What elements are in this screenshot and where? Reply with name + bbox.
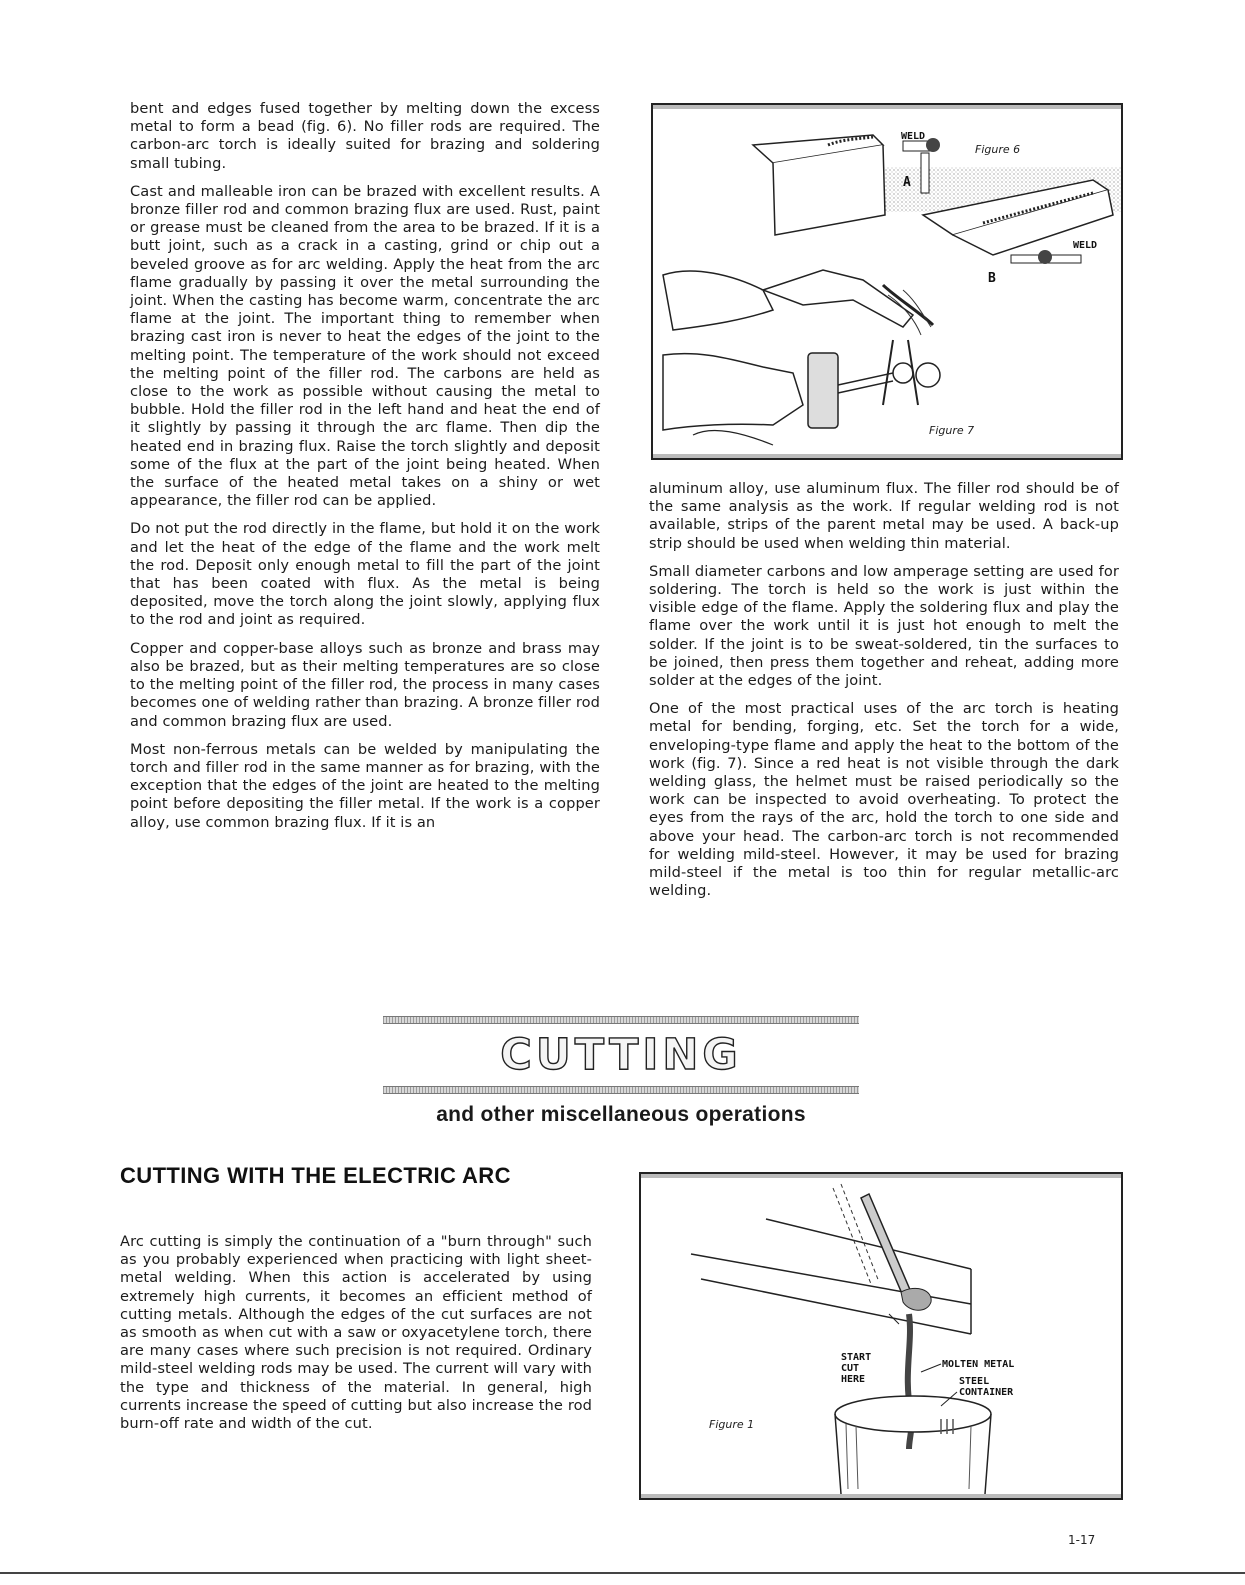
figure-6-7-illustration bbox=[651, 103, 1123, 460]
scan-edge-line bbox=[0, 1572, 1245, 1574]
label-molten-metal: MOLTEN METAL bbox=[942, 1359, 1015, 1370]
figure-6-caption: Figure 6 bbox=[975, 143, 1021, 156]
cutting-text bbox=[120, 1233, 592, 1443]
label-cut: CUT bbox=[841, 1363, 860, 1374]
figure-1-illustration bbox=[639, 1172, 1123, 1500]
label-container: CONTAINER bbox=[959, 1387, 1014, 1398]
section-title: CUTTING bbox=[500, 1030, 742, 1080]
brazing-torch-drawing bbox=[653, 105, 1121, 458]
right-column bbox=[649, 480, 1119, 910]
figure-7-caption: Figure 7 bbox=[929, 424, 975, 437]
left-paragraph-2: Cast and malleable iron can be brazed with excellent results. A bronze filler rod and common brazing flux are used. Rust, paint or grease must be cleaned from the area to be brazed. If it is a butt joint, such as a crack in a casting, grind or chip out a beveled groove as for arc welding. Apply the heat from the arc flame gradually by passing it over the metal surrounding the joint. When the casting has become warm, concentrate the arc flame at the joint. The important thing to remember when brazing cast iron is never to heat the edges of the joint to the melting point. The temperature of the work should not exceed the melting point of the filler rod. The carbons are held as close to the work as possible without causing the metal to bubble. Hold the filler rod in the left hand and heat the end of it slightly by passing it through the arc flame. Then dip the heated end in brazing flux. Raise the torch slightly and deposit some of the flux at the part of the joint being heated. When the surface of the heated metal takes on a shiny or wet appearance, the filler rod can be applied. bbox=[130, 182, 600, 510]
right-paragraph-3: One of the most practical uses of the arc torch is heating metal for bending, forging, etc. Set the torch for a wide, enveloping-type flame and apply the heat to the bottom of the work (fig. 7). Since a red heat is not visible through the dark welding glass, the helmet must be raised periodically so the work can be inspected to avoid overheating. To protect the eyes from the rays of the arc, hold the torch to one side and above your head. The carbon-arc torch is not recommended for welding mild-steel. However, it may be used for brazing mild-steel if the metal is too thin for regular metallic-arc welding. bbox=[649, 700, 1119, 900]
label-steel: STEEL bbox=[959, 1376, 990, 1387]
section-subtitle: and other miscellaneous operations bbox=[436, 1103, 806, 1126]
left-column bbox=[130, 100, 600, 842]
decorative-band-bottom bbox=[383, 1086, 859, 1094]
decorative-band-top bbox=[383, 1016, 859, 1024]
joint-label-b: B bbox=[988, 271, 996, 286]
left-paragraph-1: bent and edges fused together by melting down the excess metal to form a bead (fig. 6). No filler rods are required. The carbon-arc torch is ideally suited for brazing and soldering small tubing. bbox=[130, 100, 600, 172]
page-number: 1-17 bbox=[1068, 1533, 1096, 1547]
joint-label-a: A bbox=[903, 175, 911, 190]
figure-1-caption: Figure 1 bbox=[709, 1418, 755, 1431]
left-paragraph-4: Copper and copper-base alloys such as bronze and brass may also be brazed, but as their melting temperatures are so close to the melting point of the filler rod, the process in many cases becomes one of welding rather than brazing. A bronze filler rod and common brazing flux are used. bbox=[130, 639, 600, 730]
right-paragraph-1: aluminum alloy, use aluminum flux. The filler rod should be of the same analysis as the work. If regular welding rod is not available, strips of the parent metal may be used. A back-up strip should be used when welding thin material. bbox=[649, 480, 1119, 552]
cutting-paragraph: Arc cutting is simply the continuation of a "burn through" such as you probably experienced when practicing with light sheet-metal welding. When this action is accelerated by using extremely high currents, it becomes an efficient method of cutting metals. Although the edges of the cut surfaces are not as smooth as when cut with a saw or oxyacetylene torch, there are many cases where such precision is not required. Ordinary mild-steel welding rods may be used. The current will vary with the type and thickness of the material. In general, high currents increase the speed of cutting but also increase the rod burn-off rate and width of the cut. bbox=[120, 1233, 592, 1433]
weld-label-b: WELD bbox=[1073, 240, 1098, 251]
left-paragraph-5: Most non-ferrous metals can be welded by manipulating the torch and filler rod in the same manner as for brazing, with the exception that the edges of the joint are heated to the melting point before depositing the filler metal. If the work is a copper alloy, use common brazing flux. If it is an bbox=[130, 740, 600, 831]
label-start: START bbox=[841, 1352, 872, 1363]
arc-cutting-drawing bbox=[641, 1174, 1121, 1498]
right-paragraph-2: Small diameter carbons and low amperage setting are used for soldering. The torch is held so the work is just within the visible edge of the flame. Apply the soldering flux and play the flame over the work until it is just hot enough to melt the solder. If the joint is to be sweat-soldered, tin the surfaces to be joined, then press them together and reheat, adding more solder at the edges of the joint. bbox=[649, 562, 1119, 690]
left-paragraph-3: Do not put the rod directly in the flame, but hold it on the work and let the heat of the edge of the flame and the work melt the rod. Deposit only enough metal to fill the part of the joint that has been coated with flux. As the metal is being deposited, move the torch along the joint slowly, applying flux to the rod and joint as required. bbox=[130, 520, 600, 629]
weld-label-a: WELD bbox=[901, 131, 926, 142]
cutting-heading: CUTTING WITH THE ELECTRIC ARC bbox=[120, 1163, 511, 1188]
label-here: HERE bbox=[841, 1374, 866, 1385]
